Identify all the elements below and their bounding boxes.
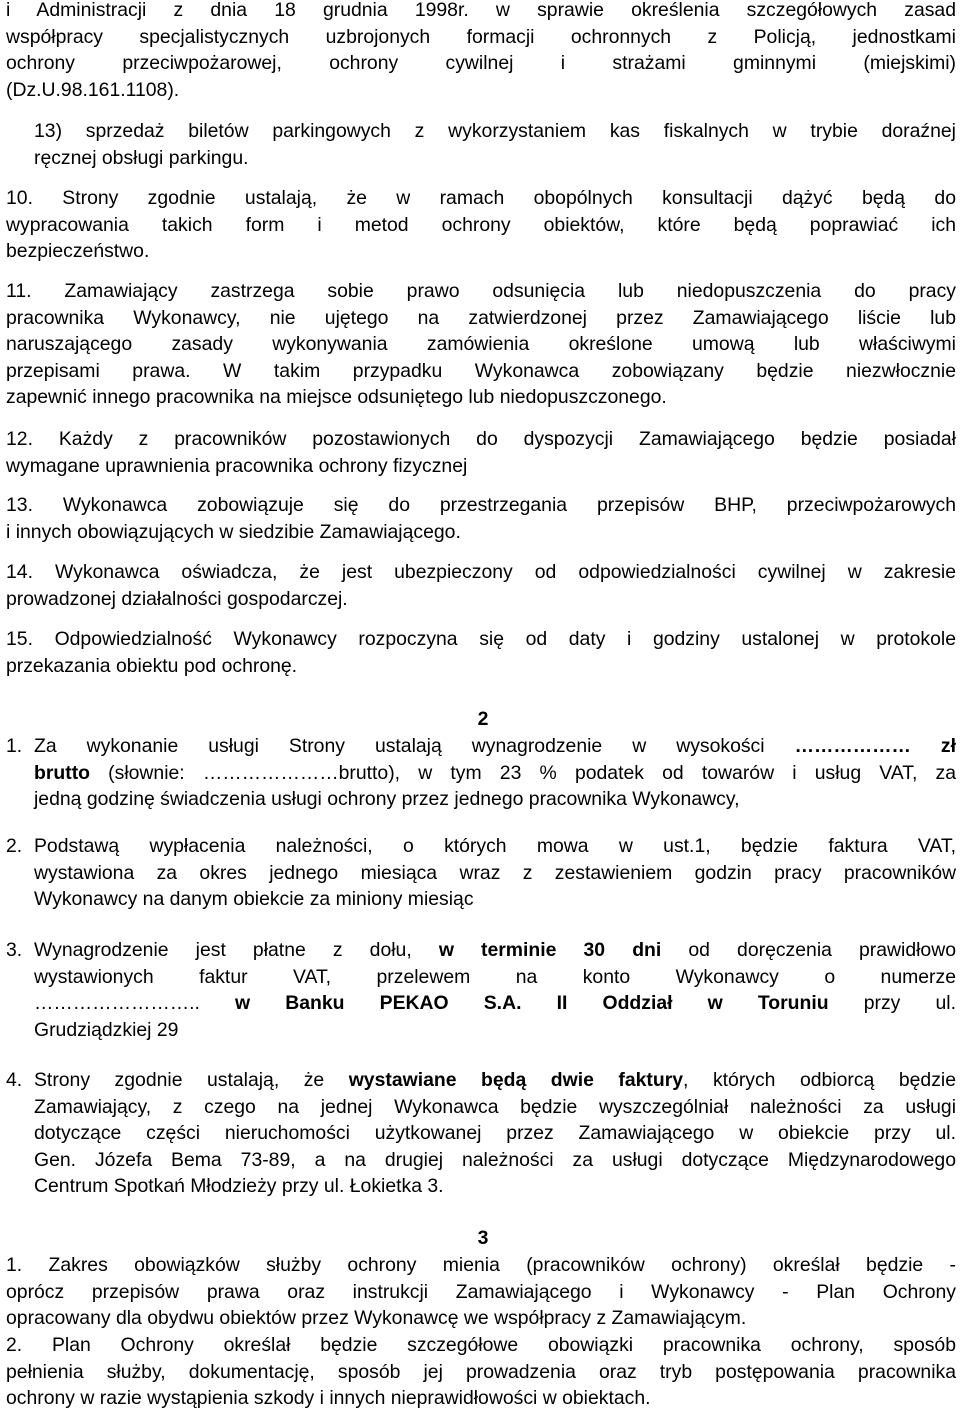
text-line: jedną godzinę świadczenia usługi ochrony przez jednego pracownika Wykonawcy, — [34, 788, 740, 810]
blank-words: ………………… — [202, 761, 339, 784]
blank-account-number: …………………….. — [34, 992, 200, 1014]
bold-payment-term: w terminie 30 dni — [438, 939, 662, 961]
text-fragment: brutto), w tym 23 % podatek od towarów i usług VAT, za — [338, 761, 956, 784]
bold-bank-name: w Banku PEKAO S.A. II Oddział w Toruniu — [199, 992, 829, 1014]
text-line: 10. Strony zgodnie ustalają, że w ramach obopólnych konsultacji dążyć będą do — [6, 187, 956, 209]
text-fragment: , których odbiorcą będzie — [683, 1069, 956, 1091]
text-line — [6, 760, 956, 787]
paragraph-15 — [6, 626, 956, 679]
section-3-heading — [0, 1225, 960, 1252]
bold-brutto: brutto — [34, 761, 90, 784]
text-line: wymagane uprawnienia pracownika ochrony fizycznej — [6, 454, 468, 477]
item-number: 1. — [6, 735, 23, 757]
text-line: i innych obowiązujących w siedzibie Zamawiającego. — [6, 520, 461, 543]
text-line: (Dz.U.98.161.1108). — [6, 78, 180, 101]
section-2-item-4 — [6, 1067, 956, 1200]
text-line: przekazania obiektu pod ochronę. — [6, 654, 298, 677]
paragraph-12 — [6, 426, 956, 479]
paragraph-10 — [6, 185, 956, 265]
text-fragment: (słownie: — [90, 761, 203, 784]
text-line: 11. Zamawiający zastrzega sobie prawo odsunięcia lub niedopuszczenia do pracy — [6, 280, 956, 302]
text-line: zapewnić innego pracownika na miejsce odsuniętego lub niedopuszczonego. — [6, 386, 667, 408]
text-line: pracownika Wykonawcy, nie ujętego na zatwierdzonej przez Zamawiającego liście lub — [6, 306, 956, 329]
text-line: naruszającego zasady wykonywania zamówienia określone umową lub właściwymi — [6, 333, 956, 355]
text-line — [6, 733, 956, 760]
text-line: Zamawiający, z czego na jednej Wykonawca będzie wyszczególniał należności za usługi — [34, 1095, 956, 1118]
text-line: 13. Wykonawca zobowiązuje się do przestrzegania przepisów BHP, przeciwpożarowych — [6, 494, 956, 516]
text-line: pełnienia służby, dokumentację, sposób jej prowadzenia oraz tryb postępowania pracownika — [6, 1360, 956, 1383]
text-line: wypracowania takich form i metod ochrony obiektów, które będą poprawiać ich — [6, 213, 956, 236]
text-fragment: Za wykonanie usługi Strony ustalają wynagrodzenie w wysokości — [34, 735, 795, 757]
paragraph-13 — [6, 492, 956, 545]
text-line: ręcznej obsługi parkingu. — [34, 146, 249, 169]
section-2-item-3 — [6, 937, 956, 1043]
text-line: oprócz przepisów prawa oraz instrukcji Zamawiającego i Wykonawcy - Plan Ochrony — [6, 1280, 956, 1303]
item-number: 2. — [6, 835, 23, 857]
text-line: współpracy specjalistycznych uzbrojonych formacji ochronnych z Policją, jednostkami — [6, 25, 956, 48]
text-line: przepisami prawa. W takim przypadku Wykonawca zobowiązany będzie niezwłocznie — [6, 359, 956, 382]
text-line: wystawionych faktur VAT, przelewem na konto Wykonawcy o numerze — [34, 965, 956, 988]
text-fragment: Podstawą wypłacenia należności, o których mowa w ust.1, będzie faktura VAT, — [34, 835, 956, 857]
text-line: Centrum Spotkań Młodzieży przy ul. Łokietka 3. — [34, 1175, 444, 1197]
text-line: 14. Wykonawca oświadcza, że jest ubezpieczony od odpowiedzialności cywilnej w zakresie — [6, 561, 956, 583]
text-line: dotyczące części nieruchomości użytkowanej przez Zamawiającego w obiekcie przy ul. — [34, 1122, 956, 1144]
bold-two-invoices: wystawiane będą dwie faktury — [348, 1069, 684, 1091]
section-number: 2 — [477, 708, 489, 730]
paragraph-item-13-parking — [34, 118, 956, 171]
text-line: wystawiona za okres jednego miesiąca wraz z zestawieniem godzin pracy pracowników — [34, 861, 956, 884]
item-number: 4. — [6, 1069, 23, 1091]
section-number: 3 — [477, 1227, 489, 1249]
section-2-item-2 — [6, 833, 956, 913]
text-line: 2. Plan Ochrony określał będzie szczegółowe obowiązki pracownika ochrony, sposób — [6, 1334, 956, 1356]
section-3-item-2 — [6, 1332, 956, 1412]
section-2-heading — [0, 706, 960, 733]
blank-amount: ……………… — [794, 735, 941, 757]
section-2-item-1 — [6, 733, 956, 813]
text-fragment: Wynagrodzenie jest płatne z dołu, — [34, 939, 439, 961]
text-fragment: od doręczenia prawidłowo — [661, 939, 957, 961]
text-line: bezpieczeństwo. — [6, 240, 150, 262]
text-fragment: przy ul. — [828, 992, 956, 1014]
text-line: Grudziądzkiej 29 — [34, 1018, 179, 1041]
paragraph-14 — [6, 559, 956, 612]
section-3-item-1 — [6, 1252, 956, 1332]
text-line: i Administracji z dnia 18 grudnia 1998r. w sprawie określenia szczegółowych zasad — [6, 0, 956, 21]
text-fragment: Strony zgodnie ustalają, że — [34, 1069, 349, 1091]
paragraph-regulation-reference — [6, 0, 956, 103]
text-line: ochrony w razie wystąpienia szkody i innych nieprawidłowości w obiektach. — [6, 1387, 651, 1409]
text-line — [6, 833, 956, 860]
text-line: Wykonawcy na danym obiekcie za miniony miesiąc — [34, 888, 474, 910]
text-line: 12. Każdy z pracowników pozostawionych do dyspozycji Zamawiającego będzie posiadał — [6, 428, 956, 450]
text-line: 15. Odpowiedzialność Wykonawcy rozpoczyna się od daty i godziny ustalonej w protokole — [6, 628, 956, 650]
text-line: ochrony przeciwpożarowej, ochrony cywilnej i strażami gminnymi (miejskimi) — [6, 52, 956, 74]
text-line: opracowany dla obydwu obiektów przez Wykonawcę we współpracy z Zamawiającym. — [6, 1307, 747, 1329]
text-line: Gen. Józefa Bema 73-89, a na drugiej należności za usługi dotyczące Międzynarodowego — [34, 1148, 956, 1171]
text-line: 13) sprzedaż biletów parkingowych z wykorzystaniem kas fiskalnych w trybie doraźnej — [34, 120, 956, 142]
text-line — [6, 1067, 956, 1094]
text-line: prowadzonej działalności gospodarczej. — [6, 587, 348, 610]
text-line — [6, 937, 956, 964]
paragraph-11 — [6, 278, 956, 411]
item-number: 3. — [6, 939, 23, 961]
currency-label: zł — [940, 735, 956, 757]
text-line — [6, 990, 956, 1017]
text-line: 1. Zakres obowiązków służby ochrony mienia (pracowników ochrony) określał będzie - — [6, 1254, 956, 1276]
